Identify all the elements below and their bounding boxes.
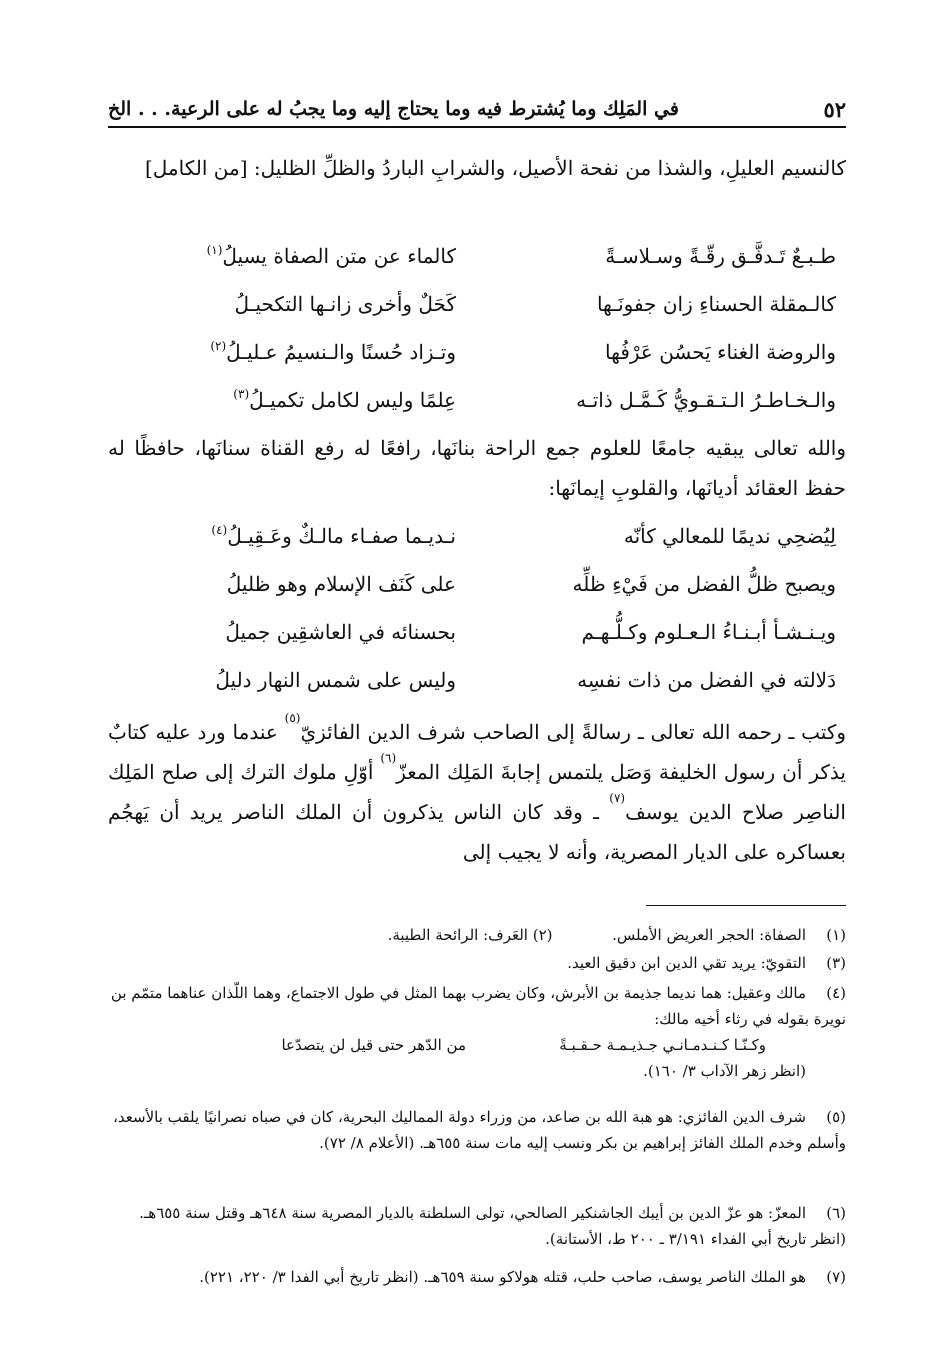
poem-one [108, 232, 846, 424]
footnote-ref: (٥) [284, 711, 301, 725]
footnote-number: (١) [826, 926, 846, 944]
footnote-text: المعزّ: هو عزّ الدين بن أيبك الجاشنكير الصالحي، تولى السلطنة بالديار المصرية سنة ٦٤٨هـ وقتل سنة ٦٥٥هـ. (انظر تاريخ أبي الفداء ٣/١٩١ ـ ٢٠٠ ط، الأستانة). [139, 1204, 846, 1248]
poem-two [108, 512, 846, 704]
first-hemistich: والـخـاطـرُ الـتـقـويُّ كَـمَّـل ذاتـه [576, 388, 836, 412]
page-number: ٥٢ [823, 96, 846, 122]
footnote-text: التقويّ: يريد تقي الدين ابن دقيق العيد. [567, 954, 806, 972]
footnote-number: (٦) [826, 1204, 846, 1222]
paragraph-three [108, 712, 846, 872]
footnote-reference: (انظر زهر الآداب ٣/ ١٦٠). [643, 1062, 806, 1080]
paragraph-text: عندما ورد عليه كتابٌ يذكر أن رسول الخليفة وَصَل يلتمس إجابةَ المَلِك المعزّ [108, 720, 846, 784]
footnote-ref: (٢) [210, 339, 227, 353]
footnote-text: هو الملك الناصر يوسف، صاحب حلب، قتله هولاكو سنة ٦٥٩هـ. (انظر تاريخ أبي الفدا ٣/ ٢٢٠، ٢٢١). [199, 1268, 806, 1286]
second-hemistich-text: وتـزاد حُسنًا والـنسيمُ عـليـلُ [226, 340, 456, 364]
footnote-ref: (١) [206, 243, 223, 257]
verse [108, 328, 846, 376]
verse [108, 560, 846, 608]
footnote-6 [108, 1200, 846, 1252]
footnote-text: العَرف: الرائحة الطيبة. [387, 926, 528, 944]
second-hemistich [136, 340, 456, 364]
paragraph-two: والله تعالى يبقيه جامعًا للعلوم جمع الراحة بنانَها، رافعًا له رفع القناة سنانَها، حافظًا له حفظ العقائد أديانَها، والقلوبِ إيمانَها: [108, 436, 846, 500]
second-hemistich [136, 620, 456, 644]
verse [108, 608, 846, 656]
first-hemistich: دَلالته في الفضل من ذات نفسِه [577, 668, 836, 692]
second-hemistich [136, 244, 456, 268]
footnote-ref: (٣) [233, 387, 250, 401]
second-hemistich [136, 388, 456, 412]
second-hemistich-text: عِلمًا وليس لكامل تكميـلُ [249, 388, 456, 412]
first-hemistich: طـبـعٌ تَـدفَّـق رقّـةً وسـلاسـةً [605, 244, 836, 268]
first-hemistich: والروضة الغناء يَحسُن عَرْفُها [605, 340, 836, 364]
first-hemistich: لِيُضحِي نديمًا للمعالي كأنّه [623, 524, 836, 548]
second-hemistich [136, 292, 456, 316]
second-hemistich-text: كالماء عن متن الصفاة يسيلُ [222, 244, 456, 268]
footnote-number: (٧) [826, 1268, 846, 1286]
paragraph-text: أوّلِ ملوك الترك إلى صلح المَلِك الناصِر صلاح الدين يوسف [108, 760, 846, 824]
paragraph-text: وكتب ـ رحمه الله تعالى ـ رسالةً إلى الصاحب شرف الدين الفائزيّ [300, 720, 846, 744]
paragraph-text: ـ وقد كان الناس يذكرون أن الملك الناصر يريد أن يَهجُم بعساكره على الديار المصرية، وأنه لا يجيب إلى [108, 800, 846, 864]
verse [108, 512, 846, 560]
footnote-4 [108, 980, 846, 1084]
footnote-number: (٣) [826, 954, 846, 972]
verse [108, 656, 846, 704]
footnote-number: (٥) [826, 1108, 846, 1126]
intro-paragraph: كالنسيم العليلِ، والشذا من نفحة الأصيل، والشرابِ الباردُ والظلِّ الظليل: [من الكامل] [144, 156, 846, 180]
second-hemistich-text: كَحَلٌ وأخرى زانـها التكحيـلُ [234, 292, 456, 316]
second-hemistich [136, 572, 456, 596]
footnote-5 [108, 1104, 846, 1156]
second-hemistich [136, 668, 456, 692]
second-hemistich-text: بحسنائه في العاشقِين جميلُ [225, 620, 456, 644]
footnote-separator [646, 905, 846, 906]
footnote-3 [108, 950, 846, 976]
second-hemistich-text: نـديـما صفـاء مالـكٌ وعَـقِيـلُ [227, 524, 456, 548]
footnote-text: الصفاة: الحجر العريض الأملس. [612, 926, 806, 944]
second-hemistich-text: على كَنَف الإسلام وهو ظليلُ [226, 572, 456, 596]
footnote-text: شرف الدين الفائزي: هو هبة الله بن صاعد، من وزراء دولة المماليك البحرية، كان في صباه نصرانيًا يلقب بالأسعد، وأسلم وخدم الملك الفائز إبراهيم بن بكر ونسب إليه مات سنة ٦٥٥هـ. (الأعلام ٨/ ٧٢). [113, 1108, 846, 1152]
footnote-verse-first: وكـنّـا كـنـدمـانـي جـذيـمـة حـقـبـةً [559, 1036, 766, 1054]
second-hemistich [136, 524, 456, 548]
footnote-7 [108, 1264, 846, 1290]
verse [108, 232, 846, 280]
verse [108, 280, 846, 328]
footnote-number: (٢) [532, 926, 553, 944]
first-hemistich: كالـمقلة الحسناءِ زان جفونَـها [596, 292, 836, 316]
first-hemistich: ويصبح ظلُّ الفضل من فَيْءِ ظلِّه [572, 572, 836, 596]
verse [108, 376, 846, 424]
footnote-ref: (٦) [380, 751, 397, 765]
footnote-verse-second: من الدّهر حتى قيل لن يتصدّعا [281, 1036, 466, 1054]
page-header [108, 92, 846, 128]
footnote-number: (٤) [826, 984, 846, 1002]
footnote-1-2 [108, 922, 846, 948]
footnote-ref: (٧) [609, 791, 626, 805]
first-hemistich: ويـنـشـأ أبـنـاءُ الـعـلوم وكـلُّـهـم [581, 620, 836, 644]
footnote-verse [108, 1032, 846, 1058]
running-title: في المَلِك وما يُشترط فيه وما يحتاج إليه وما يجبُ له على الرعية. . . الخ [108, 98, 679, 120]
second-hemistich-text: وليس على شمس النهار دليلُ [215, 668, 456, 692]
footnote-text: مالك وعقيل: هما نديما جذيمة بن الأبرش، وكان يضرب بهما المثل في طول الاجتماع، وهما اللّذان عناهما متمّم بن نويرة بقوله في رثاء أخيه مالك: [110, 984, 846, 1028]
footnote-ref: (٤) [211, 523, 228, 537]
